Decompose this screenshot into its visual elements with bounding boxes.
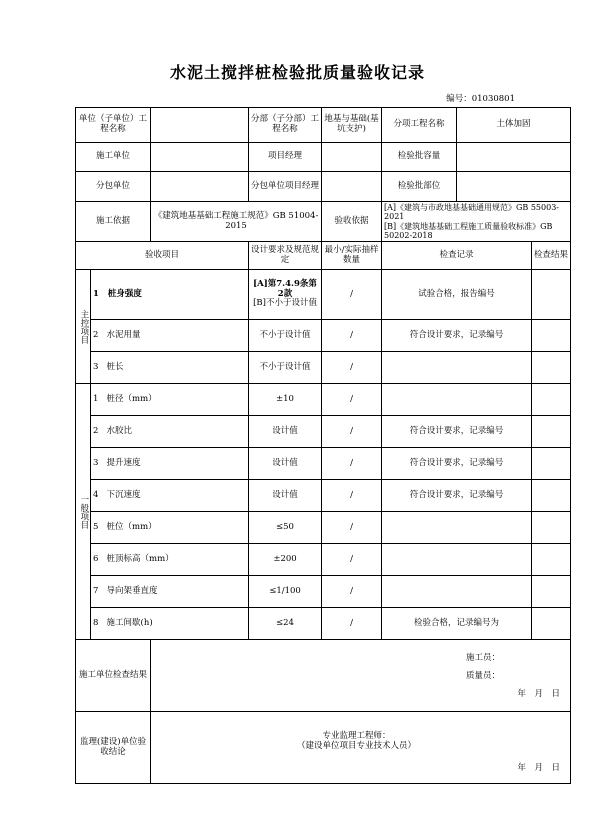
row-item bbox=[91, 480, 249, 512]
row-record[interactable] bbox=[382, 544, 532, 576]
row-design: 设计值 bbox=[249, 448, 322, 480]
row-sample[interactable]: / bbox=[322, 608, 382, 640]
row-result[interactable] bbox=[532, 384, 571, 416]
row-result[interactable] bbox=[532, 320, 571, 352]
contractor-check-area[interactable] bbox=[151, 640, 571, 712]
location-label: 检验批部位 bbox=[382, 172, 457, 202]
row-no: 7 bbox=[93, 585, 99, 596]
col-sample-header: 最小/实际抽样数量 bbox=[322, 242, 382, 270]
engineer-label: 专业监理工程师： bbox=[322, 730, 391, 741]
design-a: [A]第7.4.9条第2款 bbox=[253, 278, 317, 299]
page-title: 水泥土搅拌桩检验批质量验收记录 bbox=[169, 63, 425, 82]
row-result[interactable] bbox=[532, 576, 571, 608]
row-result[interactable] bbox=[532, 480, 571, 512]
col-item-header: 验收项目 bbox=[76, 242, 249, 270]
row-sample[interactable]: / bbox=[322, 544, 382, 576]
row-no: 5 bbox=[93, 521, 99, 532]
contractor-label: 施工单位 bbox=[76, 143, 151, 172]
table-row bbox=[76, 416, 571, 448]
sub-pm-value[interactable] bbox=[322, 172, 382, 202]
engineer-sub-label: （建设单位项目专业技术人员） bbox=[297, 740, 417, 751]
row-item bbox=[91, 384, 249, 416]
row-design: ≤1/100 bbox=[249, 576, 322, 608]
row-name: 桩位（mm） bbox=[106, 521, 157, 532]
row-item bbox=[91, 352, 249, 384]
col-design-header: 设计要求及规范规定 bbox=[249, 242, 322, 270]
row-name: 提升速度 bbox=[106, 457, 141, 468]
subdivision-value[interactable]: 地基与基础(基坑支护) bbox=[322, 108, 382, 143]
row-sample[interactable]: / bbox=[322, 320, 382, 352]
row-sample[interactable]: / bbox=[322, 480, 382, 512]
row-sample[interactable]: / bbox=[322, 512, 382, 544]
row-record[interactable]: 符合设计要求，记录编号 bbox=[382, 448, 532, 480]
row-sample[interactable]: / bbox=[322, 352, 382, 384]
row-design: 设计值 bbox=[249, 416, 322, 448]
row-sample[interactable]: / bbox=[322, 270, 382, 320]
row-item bbox=[91, 448, 249, 480]
location-value[interactable] bbox=[457, 172, 571, 202]
row-record[interactable] bbox=[382, 352, 532, 384]
worker-label: 施工员： bbox=[466, 652, 501, 663]
row-name: 桩身强度 bbox=[107, 288, 142, 299]
col-record-header: 检查记录 bbox=[382, 242, 532, 270]
pm-label: 项目经理 bbox=[249, 143, 322, 172]
row-no: 6 bbox=[93, 553, 99, 564]
row-record[interactable]: 试验合格，报告编号 bbox=[382, 270, 532, 320]
row-design: ≤50 bbox=[249, 512, 322, 544]
row-no: 3 bbox=[93, 457, 99, 468]
row-no: 1 bbox=[93, 393, 99, 404]
main-group-label: 主控项目 bbox=[76, 270, 91, 384]
table-row bbox=[76, 352, 571, 384]
row-no: 1 bbox=[93, 288, 99, 299]
subdivision-label: 分部（子分部）工程名称 bbox=[249, 108, 322, 143]
row-record[interactable]: 符合设计要求，记录编号 bbox=[382, 320, 532, 352]
table-row bbox=[76, 512, 571, 544]
row-result[interactable] bbox=[532, 448, 571, 480]
row-record[interactable] bbox=[382, 576, 532, 608]
row-result[interactable] bbox=[532, 270, 571, 320]
row-item bbox=[91, 608, 249, 640]
table-row bbox=[76, 480, 571, 512]
row-name: 桩顶标高（mm） bbox=[106, 553, 174, 564]
table-row bbox=[76, 320, 571, 352]
row-record[interactable]: 符合设计要求，记录编号 bbox=[382, 480, 532, 512]
item-name-value[interactable]: 土体加固 bbox=[457, 108, 571, 143]
basis-label: 施工依据 bbox=[76, 202, 151, 242]
design-b: [B]不小于设计值 bbox=[253, 298, 317, 309]
row-result[interactable] bbox=[532, 352, 571, 384]
row-name: 水泥用量 bbox=[106, 329, 141, 340]
row-record[interactable] bbox=[382, 384, 532, 416]
row-sample[interactable]: / bbox=[322, 576, 382, 608]
row-result[interactable] bbox=[532, 416, 571, 448]
table-row bbox=[76, 384, 571, 416]
row-name: 施工间歇(h) bbox=[106, 617, 153, 628]
accept-basis-label: 验收依据 bbox=[322, 202, 382, 242]
row-sample[interactable]: / bbox=[322, 448, 382, 480]
row-record[interactable]: 符合设计要求，记录编号 bbox=[382, 416, 532, 448]
table-row bbox=[76, 448, 571, 480]
row-item bbox=[91, 512, 249, 544]
inspection-table bbox=[75, 107, 571, 784]
row-no: 2 bbox=[93, 329, 99, 340]
accept-basis-value bbox=[382, 202, 571, 242]
row-design: ≤24 bbox=[249, 608, 322, 640]
row-item bbox=[91, 416, 249, 448]
supervisor-date: 年 月 日 bbox=[517, 763, 561, 774]
col-result-header: 检查结果 bbox=[532, 242, 571, 270]
row-no: 3 bbox=[93, 361, 99, 372]
row-sample[interactable]: / bbox=[322, 416, 382, 448]
row-result[interactable] bbox=[532, 512, 571, 544]
row-design: 不小于设计值 bbox=[249, 352, 322, 384]
row-design: 设计值 bbox=[249, 480, 322, 512]
table-row bbox=[76, 544, 571, 576]
row-name: 水胶比 bbox=[106, 425, 133, 436]
basis-value: 《建筑地基基础工程施工规范》GB 51004-2015 bbox=[151, 202, 322, 242]
row-item bbox=[91, 576, 249, 608]
table-row bbox=[76, 608, 571, 640]
subcontractor-label: 分包单位 bbox=[76, 172, 151, 202]
row-name: 桩长 bbox=[106, 361, 124, 372]
pm-value[interactable] bbox=[322, 143, 382, 172]
unit-name-value[interactable] bbox=[151, 108, 249, 143]
row-design: 不小于设计值 bbox=[249, 320, 322, 352]
table-row bbox=[76, 270, 571, 320]
record-code: 编号：01030801 bbox=[446, 94, 515, 104]
row-name: 桩径（mm） bbox=[106, 393, 157, 404]
subcontractor-value[interactable] bbox=[151, 172, 249, 202]
item-name-label: 分项工程名称 bbox=[382, 108, 457, 143]
sub-pm-label: 分包单位项目经理 bbox=[249, 172, 322, 202]
row-result[interactable] bbox=[532, 544, 571, 576]
general-group-label: 一般项目 bbox=[76, 384, 91, 640]
accept-basis-a: [A]《建筑与市政地基基础通用规范》GB 55003-2021 bbox=[384, 203, 559, 222]
row-design: ±10 bbox=[249, 384, 322, 416]
contractor-check-label: 施工单位检查结果 bbox=[76, 640, 151, 712]
row-no: 2 bbox=[93, 425, 99, 436]
row-name: 下沉速度 bbox=[106, 489, 141, 500]
row-record[interactable]: 检验合格，记录编号为 bbox=[382, 608, 532, 640]
row-no: 4 bbox=[93, 489, 99, 500]
contractor-value[interactable] bbox=[151, 143, 249, 172]
capacity-value[interactable] bbox=[457, 143, 571, 172]
unit-name-label: 单位（子单位）工程名称 bbox=[76, 108, 151, 143]
table-row bbox=[76, 576, 571, 608]
accept-basis-b: [B]《建筑地基基础工程施工质量验收标准》GB 50202-2018 bbox=[384, 221, 553, 240]
row-no: 8 bbox=[93, 617, 99, 628]
row-sample[interactable]: / bbox=[322, 384, 382, 416]
row-record[interactable] bbox=[382, 512, 532, 544]
contractor-date: 年 月 日 bbox=[517, 688, 561, 699]
supervisor-area[interactable] bbox=[151, 712, 571, 784]
row-item bbox=[91, 270, 249, 320]
quality-label: 质量员： bbox=[466, 670, 501, 681]
row-name: 导向架垂直度 bbox=[106, 585, 158, 596]
row-design: ±200 bbox=[249, 544, 322, 576]
row-item bbox=[91, 320, 249, 352]
supervisor-label: 监理(建设)单位验收结论 bbox=[76, 712, 151, 784]
row-item bbox=[91, 544, 249, 576]
capacity-label: 检验批容量 bbox=[382, 143, 457, 172]
row-design bbox=[249, 270, 322, 320]
row-result[interactable] bbox=[532, 608, 571, 640]
